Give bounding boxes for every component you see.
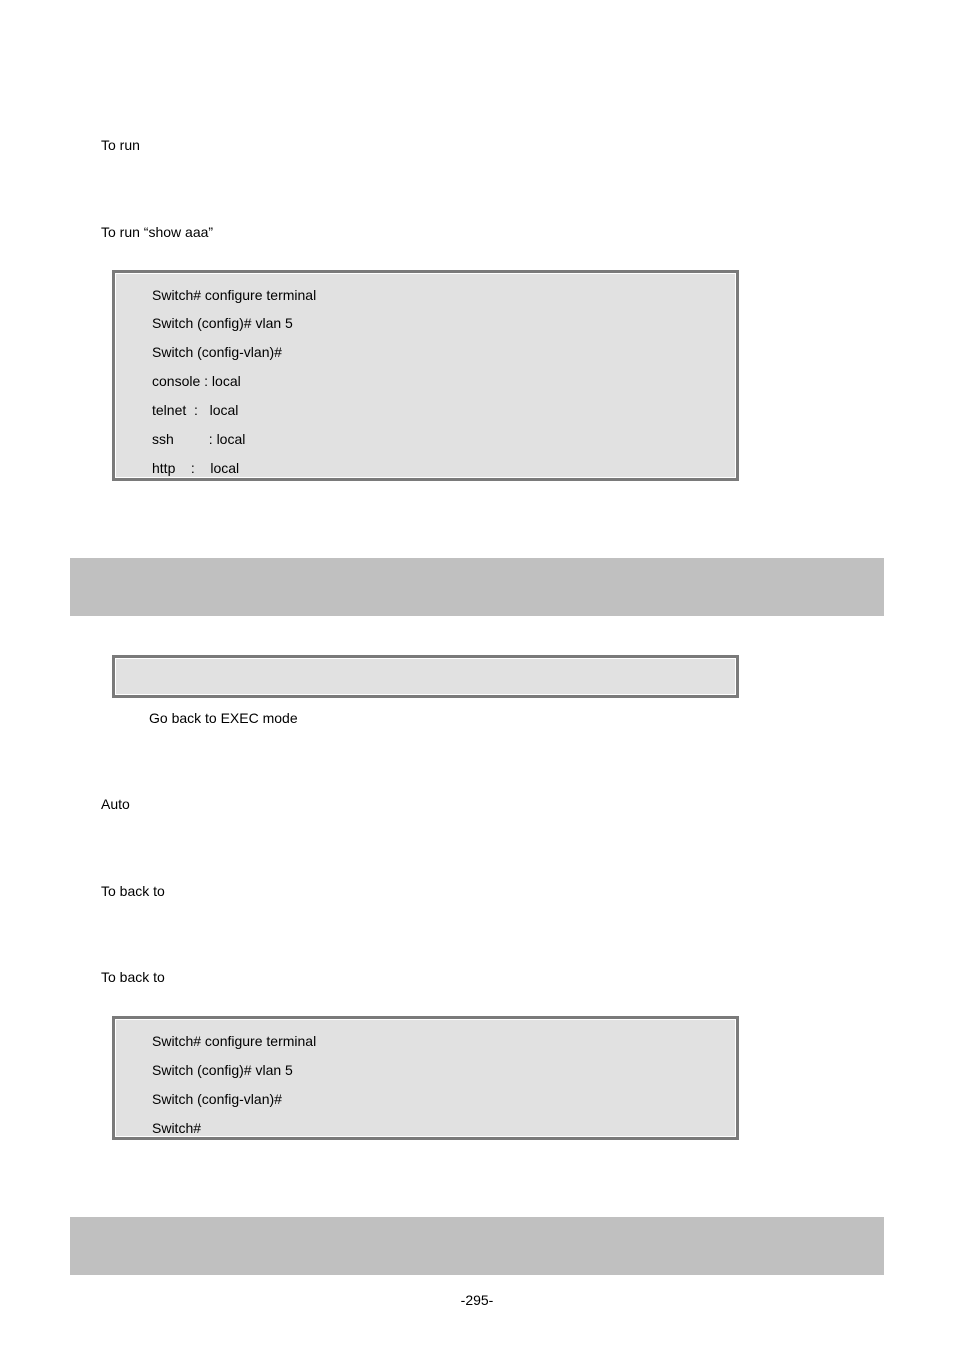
syntax-box: [112, 655, 739, 698]
example-text: To run “show aaa”: [101, 224, 214, 240]
code-line: Switch# configure terminal: [152, 1033, 317, 1049]
intro-text: To run: [101, 137, 140, 153]
section-heading-band: [70, 558, 884, 616]
code-line: console : local: [152, 373, 241, 389]
code-line: ssh : local: [152, 431, 246, 447]
code-line: Switch (config-vlan)#: [152, 344, 282, 360]
mode-text: To back to: [101, 883, 165, 899]
page-number: -295-: [460, 1292, 494, 1308]
code-line: Switch# configure terminal: [152, 287, 317, 303]
code-line: Switch (config)# vlan 5: [152, 1062, 293, 1078]
code-line: http : local: [152, 460, 240, 476]
code-line: Switch#: [152, 1120, 202, 1136]
example-code-box-1: [112, 270, 739, 481]
code-line: telnet : local: [152, 402, 239, 418]
code-line: Switch (config-vlan)#: [152, 1091, 282, 1107]
usage-text: To back to: [101, 969, 165, 985]
default-text: Auto: [101, 796, 130, 812]
code-line: Switch (config)# vlan 5: [152, 315, 293, 331]
section-heading-band: [70, 1217, 884, 1275]
example-code-box-2: [112, 1016, 739, 1140]
command-description: Go back to EXEC mode: [149, 710, 298, 726]
